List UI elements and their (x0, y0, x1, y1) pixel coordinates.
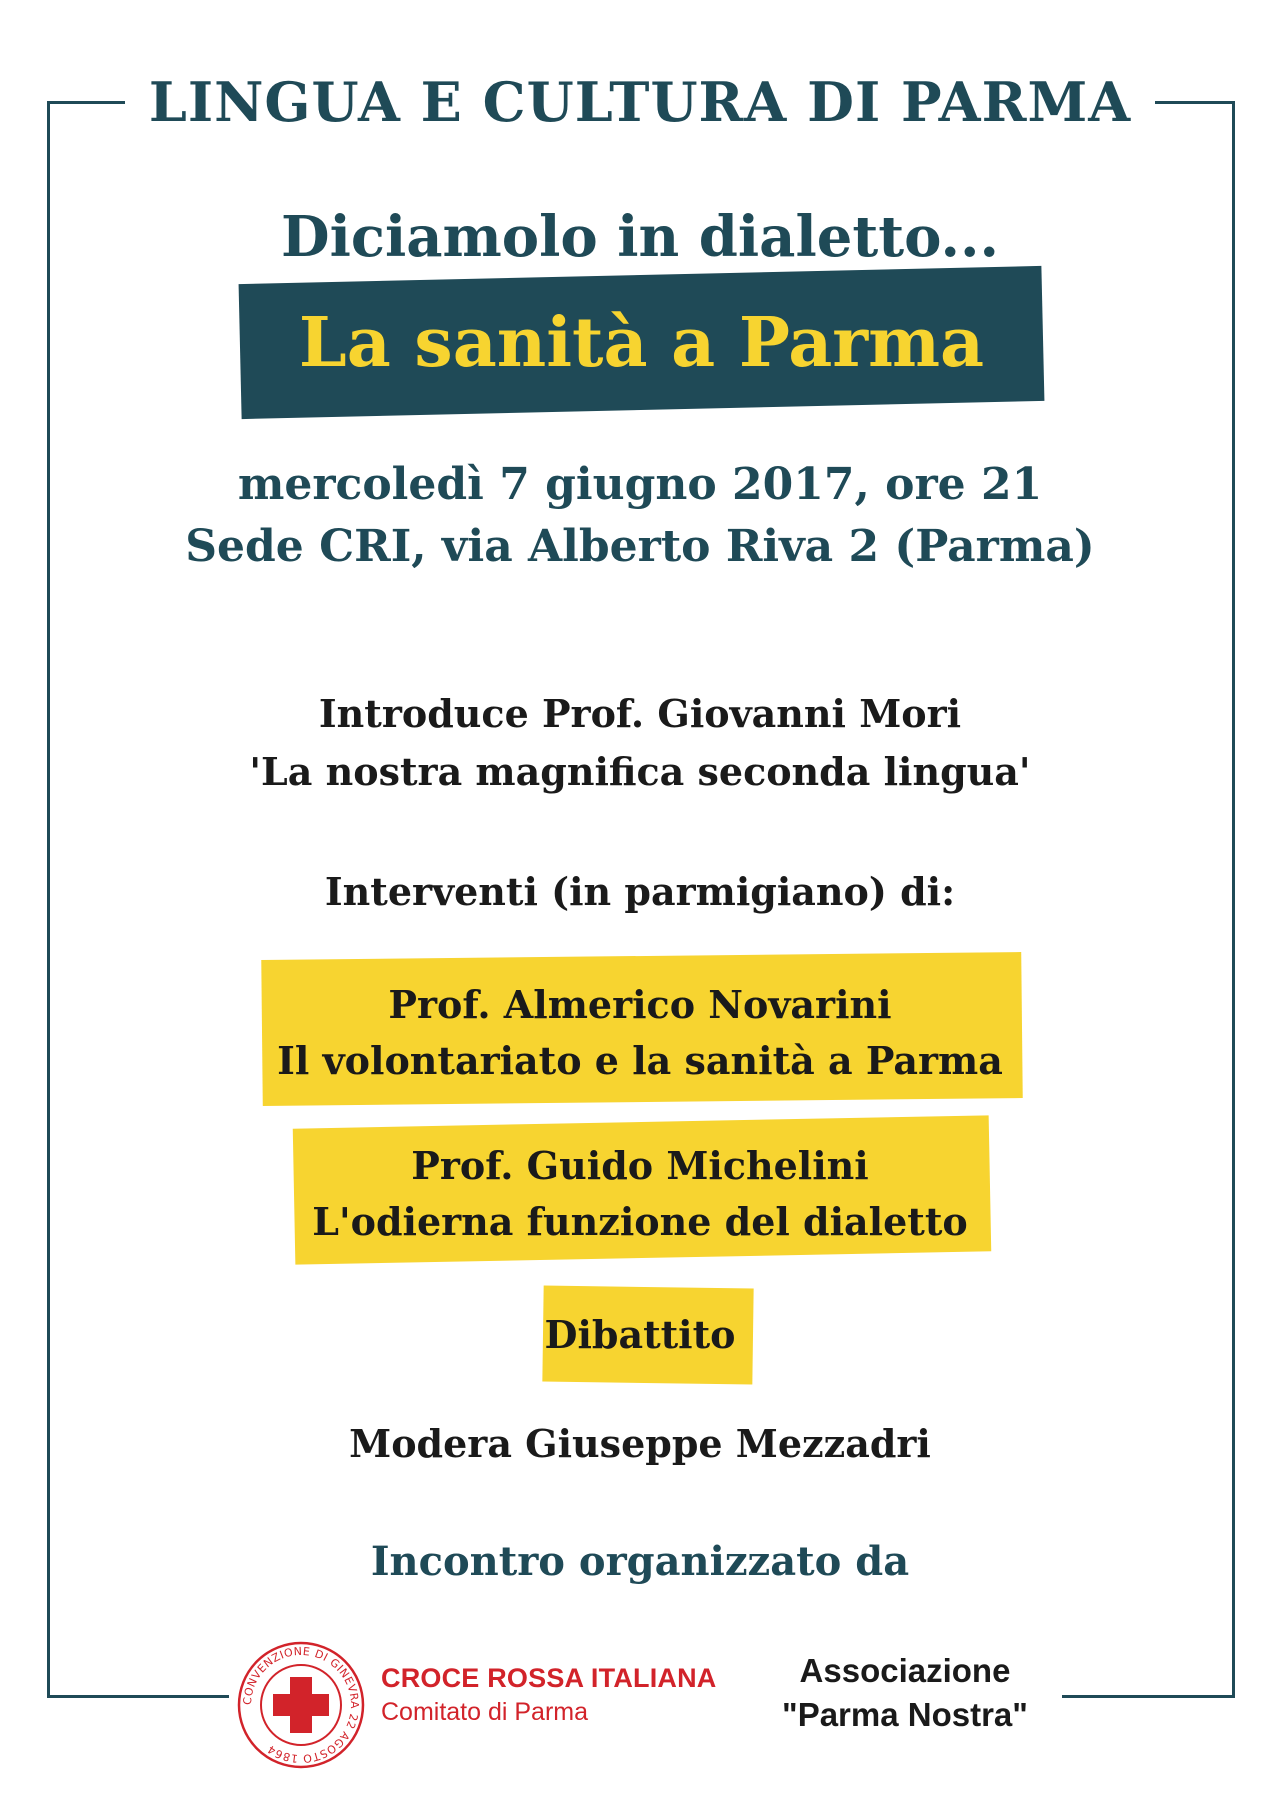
event-venue: Sede CRI, via Alberto Riva 2 (Parma) (185, 521, 1095, 572)
interventi-heading: Interventi (in parmigiano) di: (324, 869, 956, 914)
speaker-2-name: Prof. Guido Michelini (411, 1143, 869, 1188)
red-cross-seal-icon (236, 1640, 366, 1770)
cri-committee: Comitato di Parma (381, 1698, 589, 1726)
intro-talk-title: 'La nostra magnifica seconda lingua' (249, 749, 1031, 794)
speaker-2-topic: L'odierna funzione del dialetto (312, 1199, 968, 1244)
cri-name: CROCE ROSSA ITALIANA (381, 1663, 717, 1693)
frame-bottom-left (47, 1695, 229, 1698)
speaker-1-name: Prof. Almerico Novarini (388, 982, 892, 1027)
debate-label: Dibattito (544, 1312, 736, 1357)
seal-text: CONVENZIONE DI GINEVRA 22 AGOSTO 1864 (240, 1644, 362, 1766)
association-line-1: Associazione (799, 1652, 1011, 1689)
event-title: La sanità a Parma (298, 302, 985, 383)
event-subtitle: Diciamolo in dialetto... (281, 204, 999, 270)
intro-line: Introduce Prof. Giovanni Mori (318, 691, 962, 736)
header-title-text: LINGUA E CULTURA DI PARMA (125, 70, 1155, 134)
speaker-1-topic: Il volontariato e la sanità a Parma (277, 1038, 1003, 1083)
frame-bottom-right (1062, 1695, 1235, 1698)
association-line-2: "Parma Nostra" (782, 1696, 1028, 1733)
moderator: Modera Giuseppe Mezzadri (349, 1421, 931, 1466)
header-title (0, 72, 1280, 132)
organizers-heading: Incontro organizzato da (370, 1538, 910, 1585)
event-date: mercoledì 7 giugno 2017, ore 21 (237, 459, 1043, 510)
